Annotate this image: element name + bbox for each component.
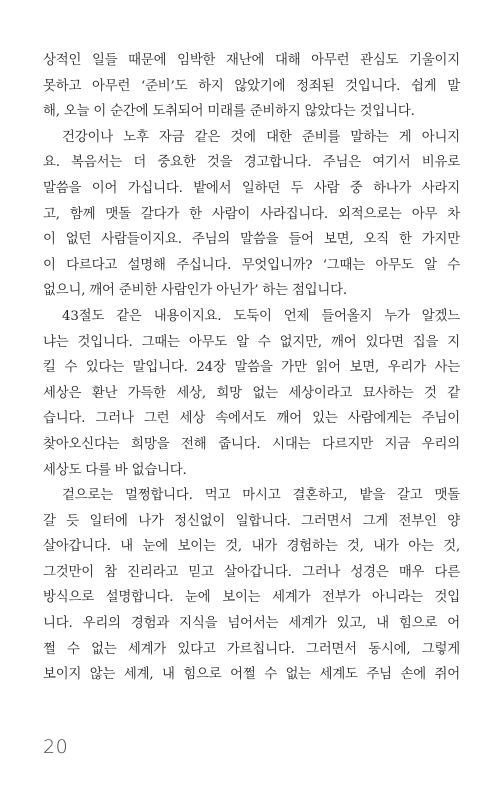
text-line: 찾아오신다는 희망을 전해 줍니다. 시대는 다르지만 지금 우리의 [43, 436, 460, 452]
text-line: 살아갑니다. 내 눈에 보이는 것, 내가 경험하는 것, 내가 아는 것, [43, 539, 460, 555]
text-line: 쩔 수 없는 세계가 있다고 가르칩니다. 그러면서 동시에, 그렇게 [43, 641, 460, 657]
text-line: 니다. 우리의 경험과 지식을 넘어서는 세계가 있고, 내 힘으로 어 [43, 616, 460, 632]
text-line: 방식으로 설명합니다. 눈에 보이는 세계가 전부가 아니라는 것입 [43, 590, 460, 606]
page-number: 20 [43, 736, 69, 758]
text-line: 이 없던 사람들이지요. 주님의 말씀을 들어 보면, 오직 한 가지만 [43, 232, 460, 248]
text-line: 이 다르다고 설명해 주십니다. 무엇입니까? ‘그때는 아무도 알 수 [43, 257, 460, 273]
text-line: 그것만이 참 진리라고 믿고 살아갑니다. 그러나 성경은 매우 다른 [43, 564, 460, 580]
text-line: 갈 듯 일터에 나가 정신없이 일합니다. 그러면서 그게 전부인 양 [43, 513, 460, 529]
body-text [43, 48, 460, 688]
text-line: 말씀을 이어 가십니다. 밭에서 일하던 두 사람 중 하나가 사라지 [43, 180, 460, 196]
text-line: 킬 수 있다는 말입니다. 24장 말씀을 가만 읽어 보면, 우리가 사는 [43, 360, 460, 376]
text-line: 요. 복음서는 더 중요한 것을 경고합니다. 주님은 여기서 비유로 [43, 155, 460, 171]
text-line: 습니다. 그러나 그런 세상 속에서도 깨어 있는 사람에게는 주님이 [43, 411, 460, 427]
text-line: 없으니, 깨어 준비한 사람인가 아닌가’ 하는 점입니다. [43, 283, 347, 299]
text-line: 43절도 같은 내용이지요. 도둑이 언제 들어올지 누가 알겠느 [62, 308, 460, 324]
text-line: 해, 오늘 이 순간에 도취되어 미래를 준비하지 않았다는 것입니다. [43, 104, 415, 120]
text-line: 보이지 않는 세계, 내 힘으로 어쩔 수 없는 세계도 주님 손에 쥐어 [43, 667, 460, 683]
text-line: 세상은 환난 가득한 세상, 희망 없는 세상이라고 묘사하는 것 같 [43, 385, 460, 401]
text-line: 못하고 아무런 ‘준비’도 하지 않았기에 정죄된 것입니다. 쉽게 말 [43, 78, 460, 94]
text-line: 겉으로는 멀쩡합니다. 먹고 마시고 결혼하고, 밭을 갈고 맷돌 [62, 488, 460, 504]
text-line: 상적인 일들 때문에 임박한 재난에 대해 아무런 관심도 기울이지 [43, 53, 460, 68]
text-line: 냐는 것입니다. 그때는 아무도 알 수 없지만, 깨어 있다면 집을 지 [43, 334, 460, 350]
text-line: 세상도 다를 바 없습니다. [43, 462, 187, 478]
text-line: 건강이나 노후 자금 같은 것에 대한 준비를 말하는 게 아니지 [62, 129, 460, 145]
text-line: 고, 함께 맷돌 갈다가 한 사람이 사라집니다. 외적으로는 아무 차 [43, 206, 460, 222]
